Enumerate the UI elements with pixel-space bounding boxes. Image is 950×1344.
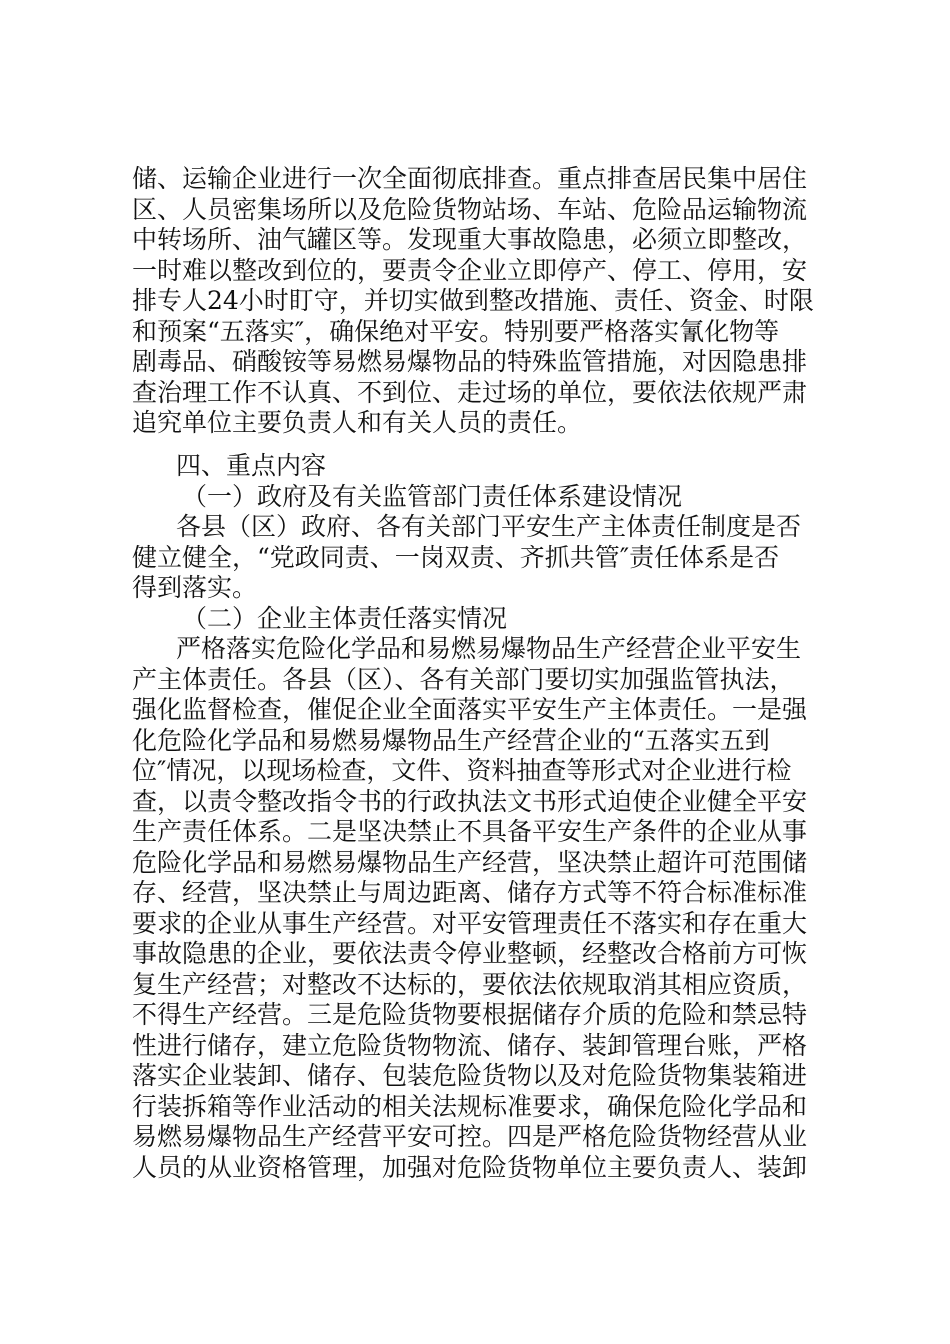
- text-line: 查治理工作不认真、不到位、走过场的单位，要依法依规严肃: [132, 377, 808, 407]
- text-line: 易燃易爆物品生产经营平安可控。四是严格危险货物经营从业: [132, 1122, 808, 1151]
- text-line: 强化监督检查，催促企业全面落实平安生产主体责任。一是强: [132, 695, 808, 724]
- text-line: 各县（区）政府、各有关部门平安生产主体责任制度是否: [176, 512, 802, 541]
- text-line: 事故隐患的企业，要依法责令停业整顿，经整改合格前方可恢: [132, 939, 808, 968]
- text-line: 一时难以整改到位的，要责令企业立即停产、停工、停用，安: [132, 255, 808, 285]
- text-line: 生产责任体系。二是坚决禁止不具备平安生产条件的企业从事: [132, 817, 808, 846]
- text-line: 储、运输企业进行一次全面彻底排查。重点排查居民集中居住: [132, 164, 808, 193]
- text-line: 和预案“五落实″，确保绝对平安。特别要严格落实氰化物等: [132, 316, 780, 346]
- text-line: 不得生产经营。三是危险货物要根据储存介质的危险和禁忌特: [132, 1000, 808, 1029]
- text-line: 落实企业装卸、储存、包装危险货物以及对危险货物集装箱进: [132, 1061, 808, 1090]
- text-line: 存、经营，坚决禁止与周边距离、储存方式等不符合标准标准: [132, 878, 808, 907]
- text-line: 性进行储存，建立危险货物物流、储存、装卸管理台账，严格: [132, 1030, 808, 1060]
- text-line: 健立健全，“党政同责、一岗双责、齐抓共管″责任体系是否: [132, 542, 780, 572]
- text-line: 位″情况，以现场检查，文件、资料抽查等形式对企业进行检: [132, 756, 792, 785]
- text-line: 剧毒品、硝酸铵等易燃易爆物品的特殊监管措施，对因隐患排: [132, 347, 808, 376]
- text-line: 行装拆箱等作业活动的相关法规标准要求，确保危险化学品和: [132, 1091, 808, 1121]
- text-line: 追究单位主要负责人和有关人员的责任。: [132, 408, 583, 437]
- text-line: 区、人员密集场所以及危险货物站场、车站、危险品运输物流: [132, 194, 808, 224]
- text-line: 危险化学品和易燃易爆物品生产经营，坚决禁止超许可范围储: [132, 847, 808, 877]
- text-line: 人员的从业资格管理，加强对危险货物单位主要负责人、装卸: [132, 1152, 808, 1182]
- text-line: 化危险化学品和易燃易爆物品生产经营企业的“五落实五到: [132, 725, 770, 755]
- subsection-heading-2: （二）企业主体责任落实情况: [182, 603, 508, 633]
- key-content-section: [132, 451, 832, 1183]
- subsection-heading-1: （一）政府及有关监管部门责任体系建设情况: [182, 481, 683, 511]
- text-line: 排专人24小时盯守，并切实做到整改措施、责任、资金、时限: [132, 286, 814, 315]
- paragraph-continuation: [132, 164, 832, 439]
- text-line: 要求的企业从事生产经营。对平安管理责任不落实和存在重大: [132, 908, 808, 938]
- text-line: 得到落实。: [132, 573, 258, 602]
- text-line: 复生产经营；对整改不达标的，要依法依规取消其相应资质，: [132, 969, 808, 999]
- text-line: 查，以责令整改指令书的行政执法文书形式迫使企业健全平安: [132, 786, 808, 816]
- section-heading: 四、重点内容: [176, 451, 327, 480]
- text-line: 严格落实危险化学品和易燃易爆物品生产经营企业平安生: [176, 634, 802, 663]
- text-line: 产主体责任。各县（区）、各有关部门要切实加强监管执法，: [132, 664, 795, 694]
- text-line: 中转场所、油气罐区等。发现重大事故隐患，必须立即整改，: [132, 225, 808, 254]
